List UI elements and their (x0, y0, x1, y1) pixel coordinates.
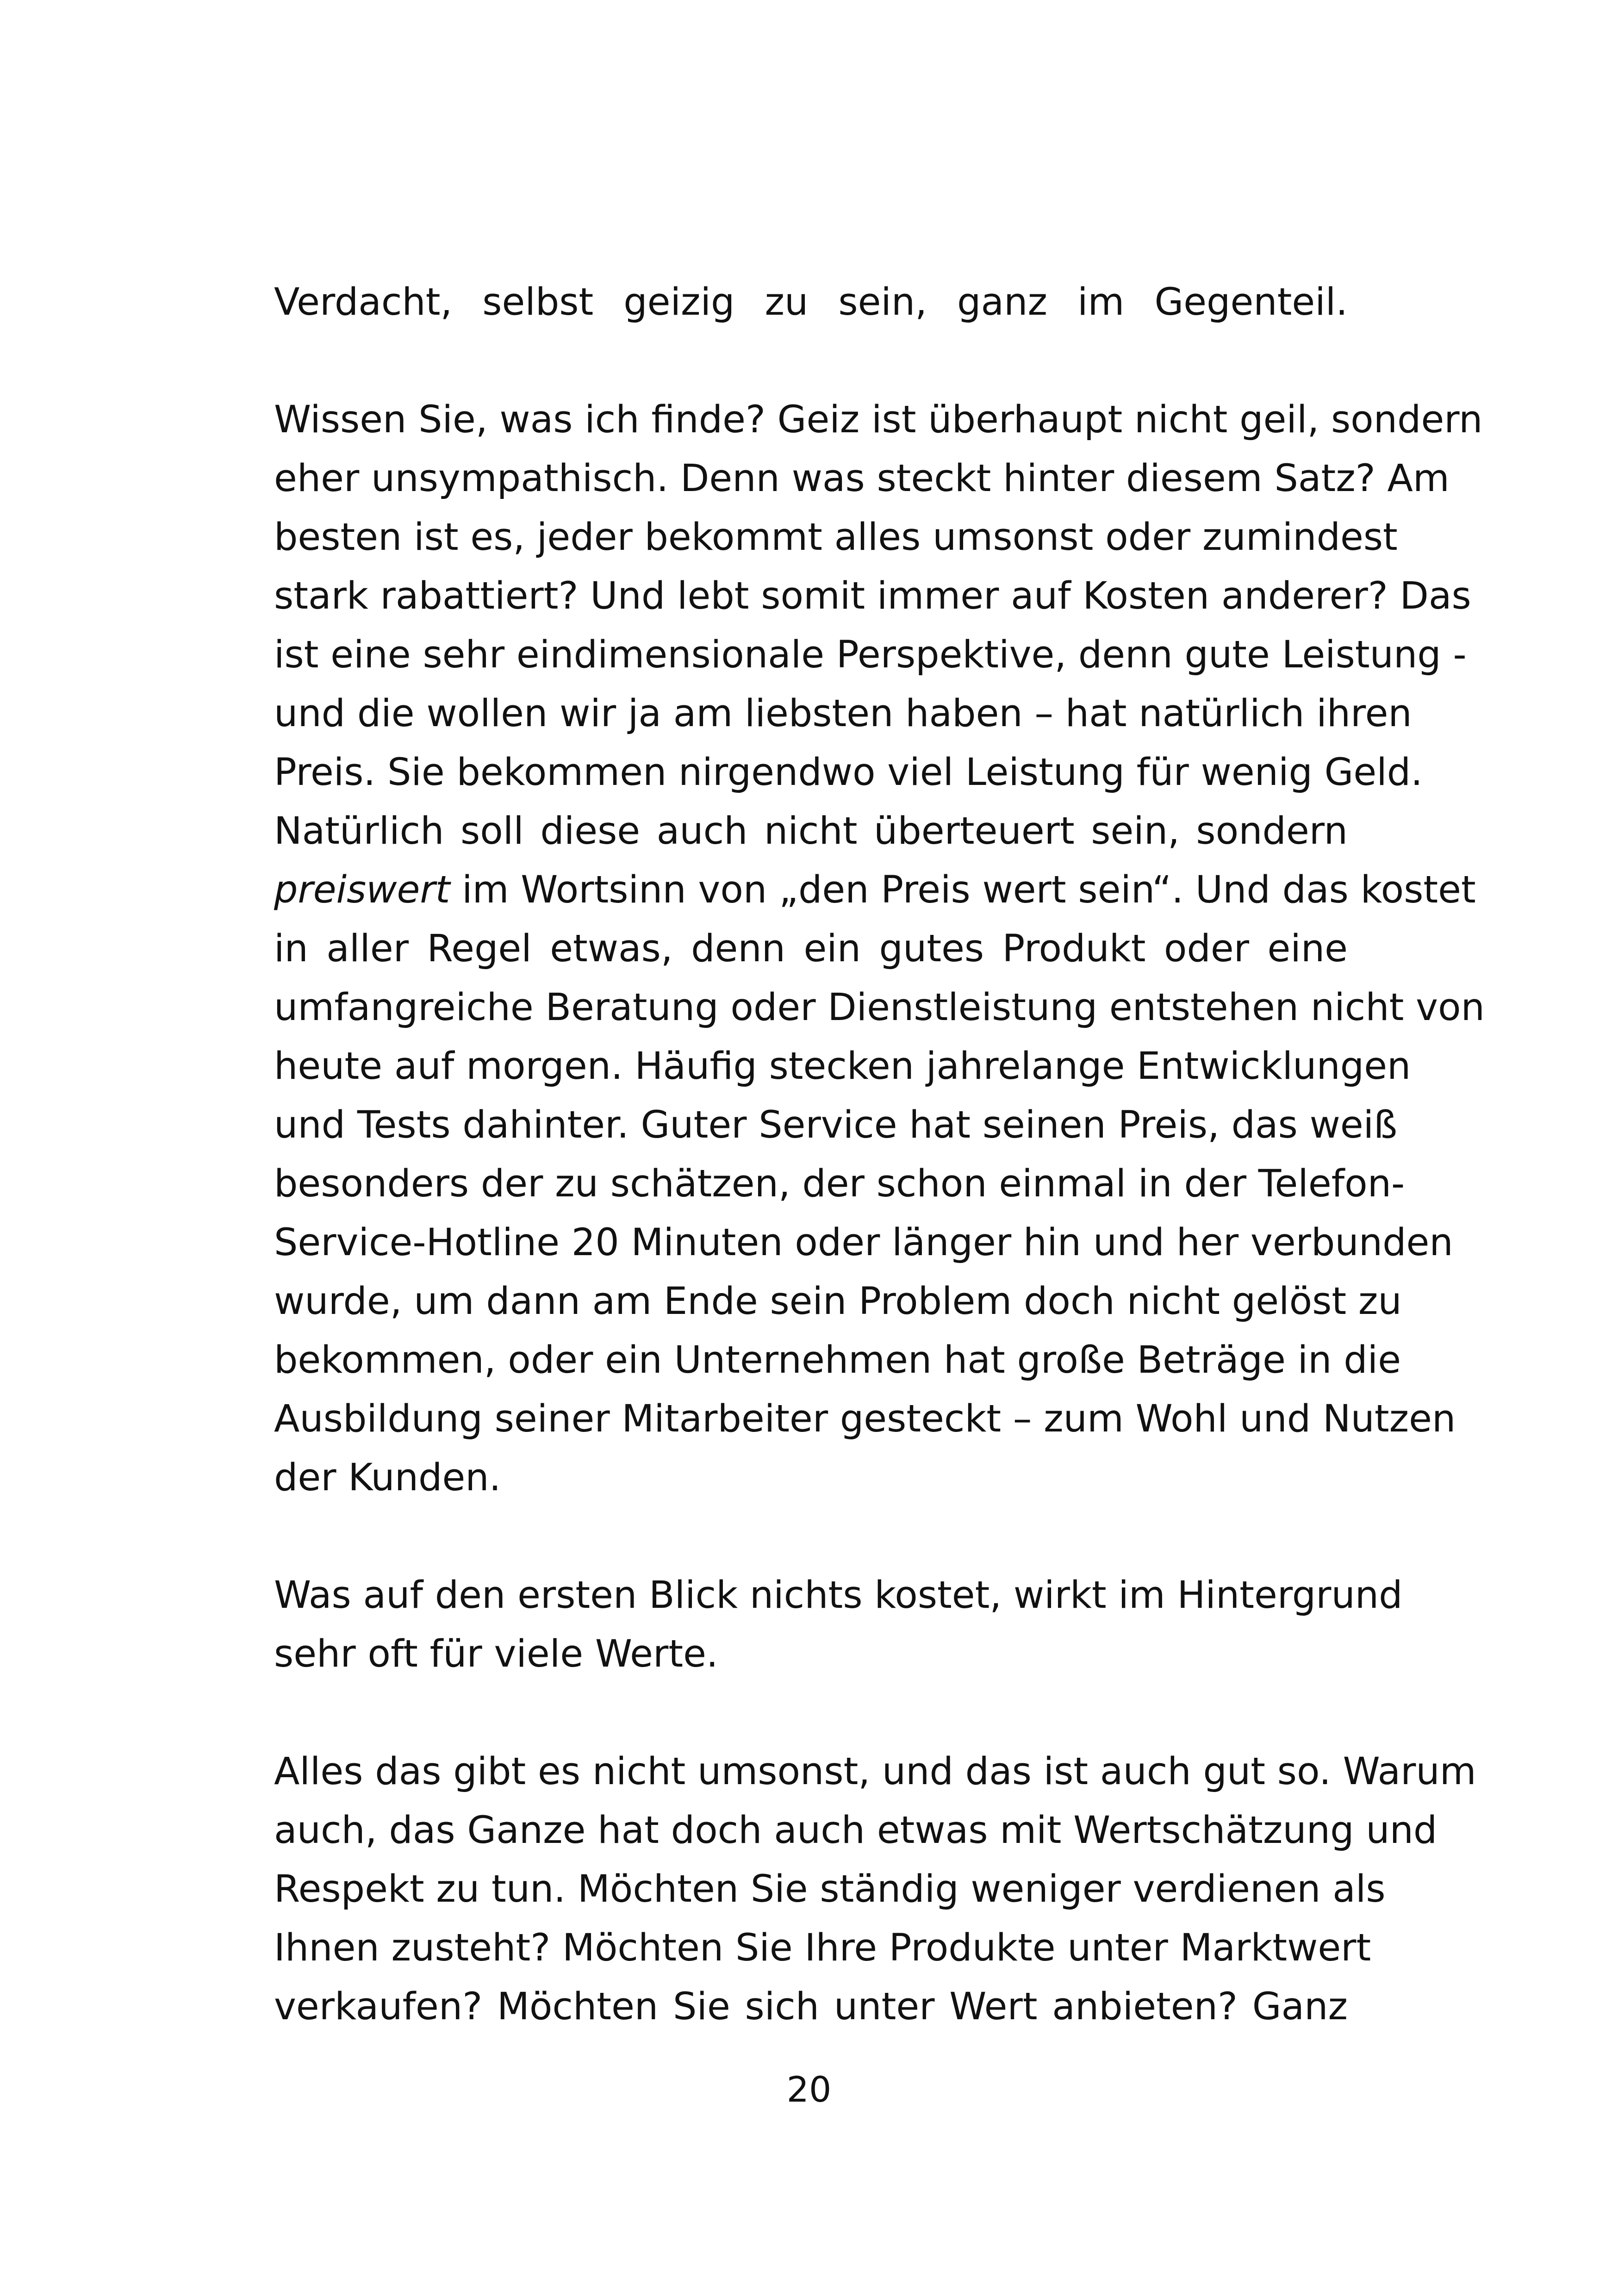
text-line: bekommen, oder ein Unternehmen hat große Beträge in die (274, 1338, 1401, 1382)
text-line: Was auf den ersten Blick nichts kostet, wirkt im Hintergrund (274, 1574, 1403, 1617)
text-line: verkaufen? Möchten Sie sich unter Wert anbieten? Ganz (274, 1985, 1348, 2028)
text-line: Alles das gibt es nicht umsonst, und das ist auch gut so. Warum (274, 1750, 1476, 1793)
text-line: Preis. Sie bekommen nirgendwo viel Leistung für wenig Geld. (274, 751, 1423, 794)
italic-term: preiswert (274, 868, 450, 912)
paragraph (274, 1742, 1476, 2036)
text-line: besonders der zu schätzen, der schon einmal in der Telefon- (274, 1162, 1405, 1206)
paragraph (274, 391, 1485, 1507)
text-line: in aller Regel etwas, denn ein gutes Produkt oder eine (274, 927, 1348, 971)
text-line: umfangreiche Beratung oder Dienstleistung entstehen nicht von (274, 986, 1485, 1029)
text-line: Verdacht, selbst geizig zu sein, ganz im Gegenteil. (274, 280, 1348, 324)
text-line-rest: im Wortsinn von „den Preis wert sein“. Und das kostet (450, 868, 1476, 912)
paragraph (274, 273, 1348, 332)
paragraph-gap (274, 1684, 1348, 1742)
text-line: wurde, um dann am Ende sein Problem doch nicht gelöst zu (274, 1280, 1402, 1323)
paragraph-gap (274, 1507, 1348, 1566)
text-line: und Tests dahinter. Guter Service hat seinen Preis, das weiß (274, 1103, 1398, 1147)
paragraph-gap (274, 332, 1348, 391)
text-line: Wissen Sie, was ich finde? Geiz ist überhaupt nicht geil, sondern (274, 398, 1483, 442)
text-line: besten ist es, jeder bekommt alles umsonst oder zumindest (274, 516, 1398, 559)
paragraph (274, 1566, 1403, 1684)
text-line: und die wollen wir ja am liebsten haben – hat natürlich ihren (274, 692, 1412, 735)
text-line: Natürlich soll diese auch nicht überteuert sein, sondern (274, 809, 1348, 853)
text-line: auch, das Ganze hat doch auch etwas mit Wertschätzung und (274, 1809, 1438, 1852)
text-line: sehr oft für viele Werte. (274, 1632, 718, 1676)
text-line: stark rabattiert? Und lebt somit immer auf Kosten anderer? Das (274, 574, 1471, 618)
text-line: eher unsympathisch. Denn was steckt hinter diesem Satz? Am (274, 457, 1450, 500)
text-line: Ausbildung seiner Mitarbeiter gesteckt – zum Wohl und Nutzen (274, 1397, 1456, 1441)
text-line: ist eine sehr eindimensionale Perspektive, denn gute Leistung - (274, 633, 1467, 677)
text-line: Ihnen zusteht? Möchten Sie Ihre Produkte unter Marktwert (274, 1926, 1371, 1970)
text-line: Respekt zu tun. Möchten Sie ständig weniger verdienen als (274, 1867, 1386, 1911)
text-line: der Kunden. (274, 1456, 501, 1500)
page-body (274, 273, 1485, 2036)
page-number: 20 (786, 2069, 832, 2110)
text-line (274, 861, 1476, 920)
text-line: Service-Hotline 20 Minuten oder länger hin und her verbunden (274, 1221, 1453, 1264)
text-line: heute auf morgen. Häufig stecken jahrelange Entwicklungen (274, 1045, 1411, 1088)
